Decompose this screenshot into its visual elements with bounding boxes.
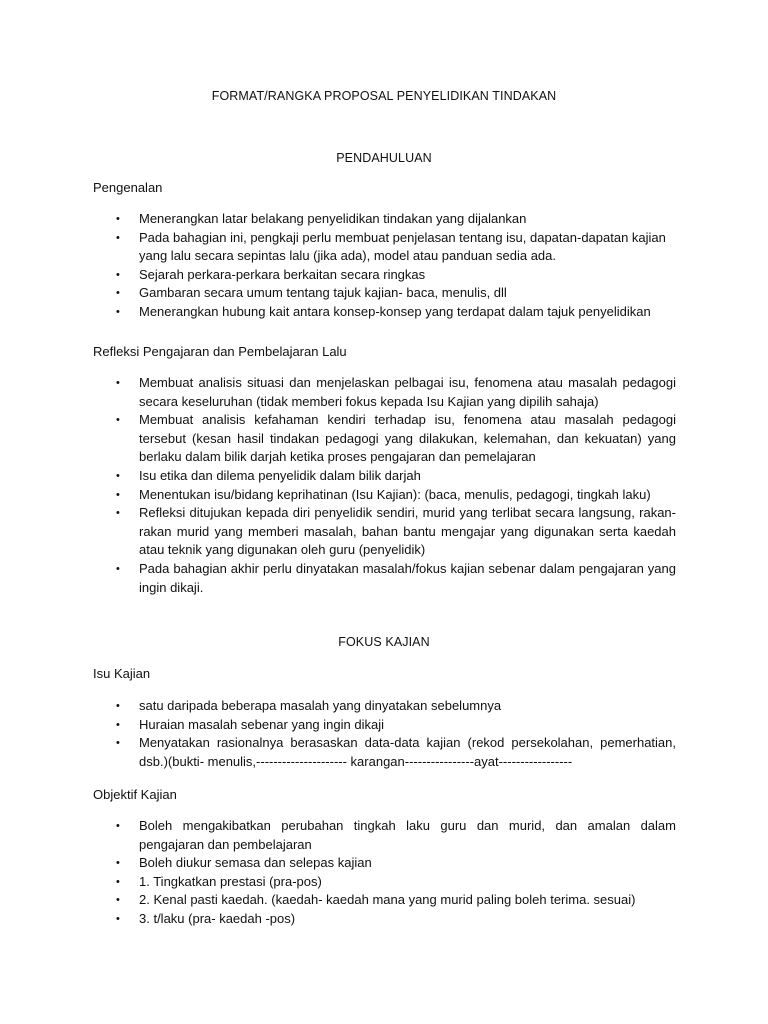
list-item-text: 2. Kenal pasti kaedah. (kaedah- kaedah mana yang murid paling boleh terima. sesuai) bbox=[139, 892, 636, 908]
list-item bbox=[0, 873, 676, 892]
bullet-icon: • bbox=[116, 820, 120, 832]
list-item-text: 3. t/laku (pra- kaedah -pos) bbox=[139, 910, 296, 926]
document-title: FORMAT/RANGKA PROPOSAL PENYELIDIKAN TINDAKAN bbox=[211, 89, 557, 103]
section-title-fokus-kajian: FOKUS KAJIAN bbox=[338, 635, 430, 649]
list-item bbox=[0, 891, 676, 910]
list-item bbox=[0, 303, 676, 322]
list-item bbox=[0, 266, 676, 285]
list-item bbox=[0, 284, 676, 303]
bullet-icon: • bbox=[116, 231, 120, 244]
bullet-list-refleksi bbox=[0, 374, 768, 597]
bullet-icon: • bbox=[116, 414, 120, 427]
section-title-pendahuluan: PENDAHULUAN bbox=[336, 151, 432, 165]
subsection-heading-pengenalan: Pengenalan bbox=[93, 180, 163, 195]
bullet-icon: • bbox=[116, 562, 120, 575]
list-item-text: Membuat analisis situasi dan menjelaskan pelbagai isu, fenomena atau masalah pedagogi secara keseluruhan (tidak memberi fokus kepada Isu Kajian yang dipilih sahaja) bbox=[139, 375, 676, 409]
bullet-icon: • bbox=[116, 912, 120, 925]
list-item-text: Gambaran secara umum tentang tajuk kajian- baca, menulis, dll bbox=[139, 285, 507, 301]
list-item bbox=[0, 504, 676, 560]
bullet-icon: • bbox=[116, 377, 120, 389]
list-item bbox=[0, 467, 676, 486]
bullet-icon: • bbox=[116, 287, 120, 300]
bullet-list-pengenalan bbox=[0, 210, 768, 322]
list-item-text: satu daripada beberapa masalah yang dinyatakan sebelumnya bbox=[139, 698, 502, 713]
list-item-text: Pada bahagian akhir perlu dinyatakan masalah/fokus kajian sebenar dalam pengajaran yang ingin dikaji. bbox=[139, 560, 676, 595]
bullet-icon: • bbox=[116, 268, 120, 281]
list-item bbox=[0, 697, 676, 716]
list-item bbox=[0, 229, 676, 266]
bullet-icon: • bbox=[116, 213, 120, 225]
bullet-icon: • bbox=[116, 469, 120, 482]
bullet-icon: • bbox=[116, 894, 120, 907]
list-item-text: Membuat analisis kefahaman kendiri terhadap isu, fenomena atau masalah pedagogi tersebut (kesan hasil tindakan pedagogi yang dilakukan, kelemahan, dan kekuatan) yang berlaku dalam bilik darjah ketika proses pengajaran dan pemelajaran bbox=[139, 412, 676, 465]
list-item bbox=[0, 854, 676, 873]
bullet-list-isu-kajian bbox=[0, 697, 768, 771]
list-item bbox=[0, 817, 676, 854]
list-item-text: Menyatakan rasionalnya berasaskan data-data kajian (rekod persekolahan, pemerhatian, dsb.)(bukti- menulis,--------------------- karangan----------------ayat----------------- bbox=[139, 735, 676, 769]
list-item bbox=[0, 411, 676, 467]
list-item bbox=[0, 734, 676, 771]
subsection-heading-objektif-kajian: Objektif Kajian bbox=[93, 787, 177, 802]
list-item-text: 1. Tingkatkan prestasi (pra-pos) bbox=[139, 873, 322, 889]
list-item bbox=[0, 910, 676, 929]
list-item bbox=[0, 210, 676, 229]
list-item-text: Menentukan isu/bidang keprihatinan (Isu Kajian): (baca, menulis, pedagogi, tingkah laku) bbox=[139, 486, 651, 502]
list-item bbox=[0, 560, 676, 597]
list-item-text: Menerangkan latar belakang penyelidikan tindakan yang dijalankan bbox=[139, 211, 527, 226]
list-item-text: Refleksi ditujukan kepada diri penyelidik sendiri, murid yang terlibat secara langsung, rakan-rakan murid yang memberi masalah, bahan bantu mengajar yang digunakan serta kaedah atau teknik yang digunakan oleh guru (penyelidik) bbox=[139, 505, 676, 558]
bullet-icon: • bbox=[116, 305, 120, 318]
bullet-icon: • bbox=[116, 507, 120, 520]
bullet-icon: • bbox=[116, 737, 120, 750]
bullet-icon: • bbox=[116, 488, 120, 501]
list-item bbox=[0, 374, 676, 411]
list-item-text: Boleh diukur semasa dan selepas kajian bbox=[139, 855, 372, 871]
subsection-heading-isu-kajian: Isu Kajian bbox=[93, 666, 151, 681]
list-item-text: Sejarah perkara-perkara berkaitan secara ringkas bbox=[139, 266, 426, 282]
list-item bbox=[0, 716, 676, 735]
list-item-text: Isu etika dan dilema penyelidik dalam bilik darjah bbox=[139, 467, 421, 483]
list-item bbox=[0, 486, 676, 505]
list-item-text: Boleh mengakibatkan perubahan tingkah laku guru dan murid, dan amalan dalam pengajaran dan pembelajaran bbox=[139, 818, 676, 852]
bullet-list-objektif-kajian bbox=[0, 817, 768, 929]
subsection-heading-refleksi: Refleksi Pengajaran dan Pembelajaran Lalu bbox=[93, 344, 347, 359]
bullet-icon: • bbox=[116, 875, 120, 888]
list-item-text: Menerangkan hubung kait antara konsep-konsep yang terdapat dalam tajuk penyelidikan bbox=[139, 303, 651, 319]
bullet-icon: • bbox=[116, 700, 120, 712]
bullet-icon: • bbox=[116, 718, 120, 731]
bullet-icon: • bbox=[116, 857, 120, 870]
list-item-text: Pada bahagian ini, pengkaji perlu membuat penjelasan tentang isu, dapatan-dapatan kajian yang lalu secara sepintas lalu (jika ada), model atau panduan sedia ada. bbox=[139, 229, 666, 264]
list-item-text: Huraian masalah sebenar yang ingin dikaji bbox=[139, 716, 384, 732]
